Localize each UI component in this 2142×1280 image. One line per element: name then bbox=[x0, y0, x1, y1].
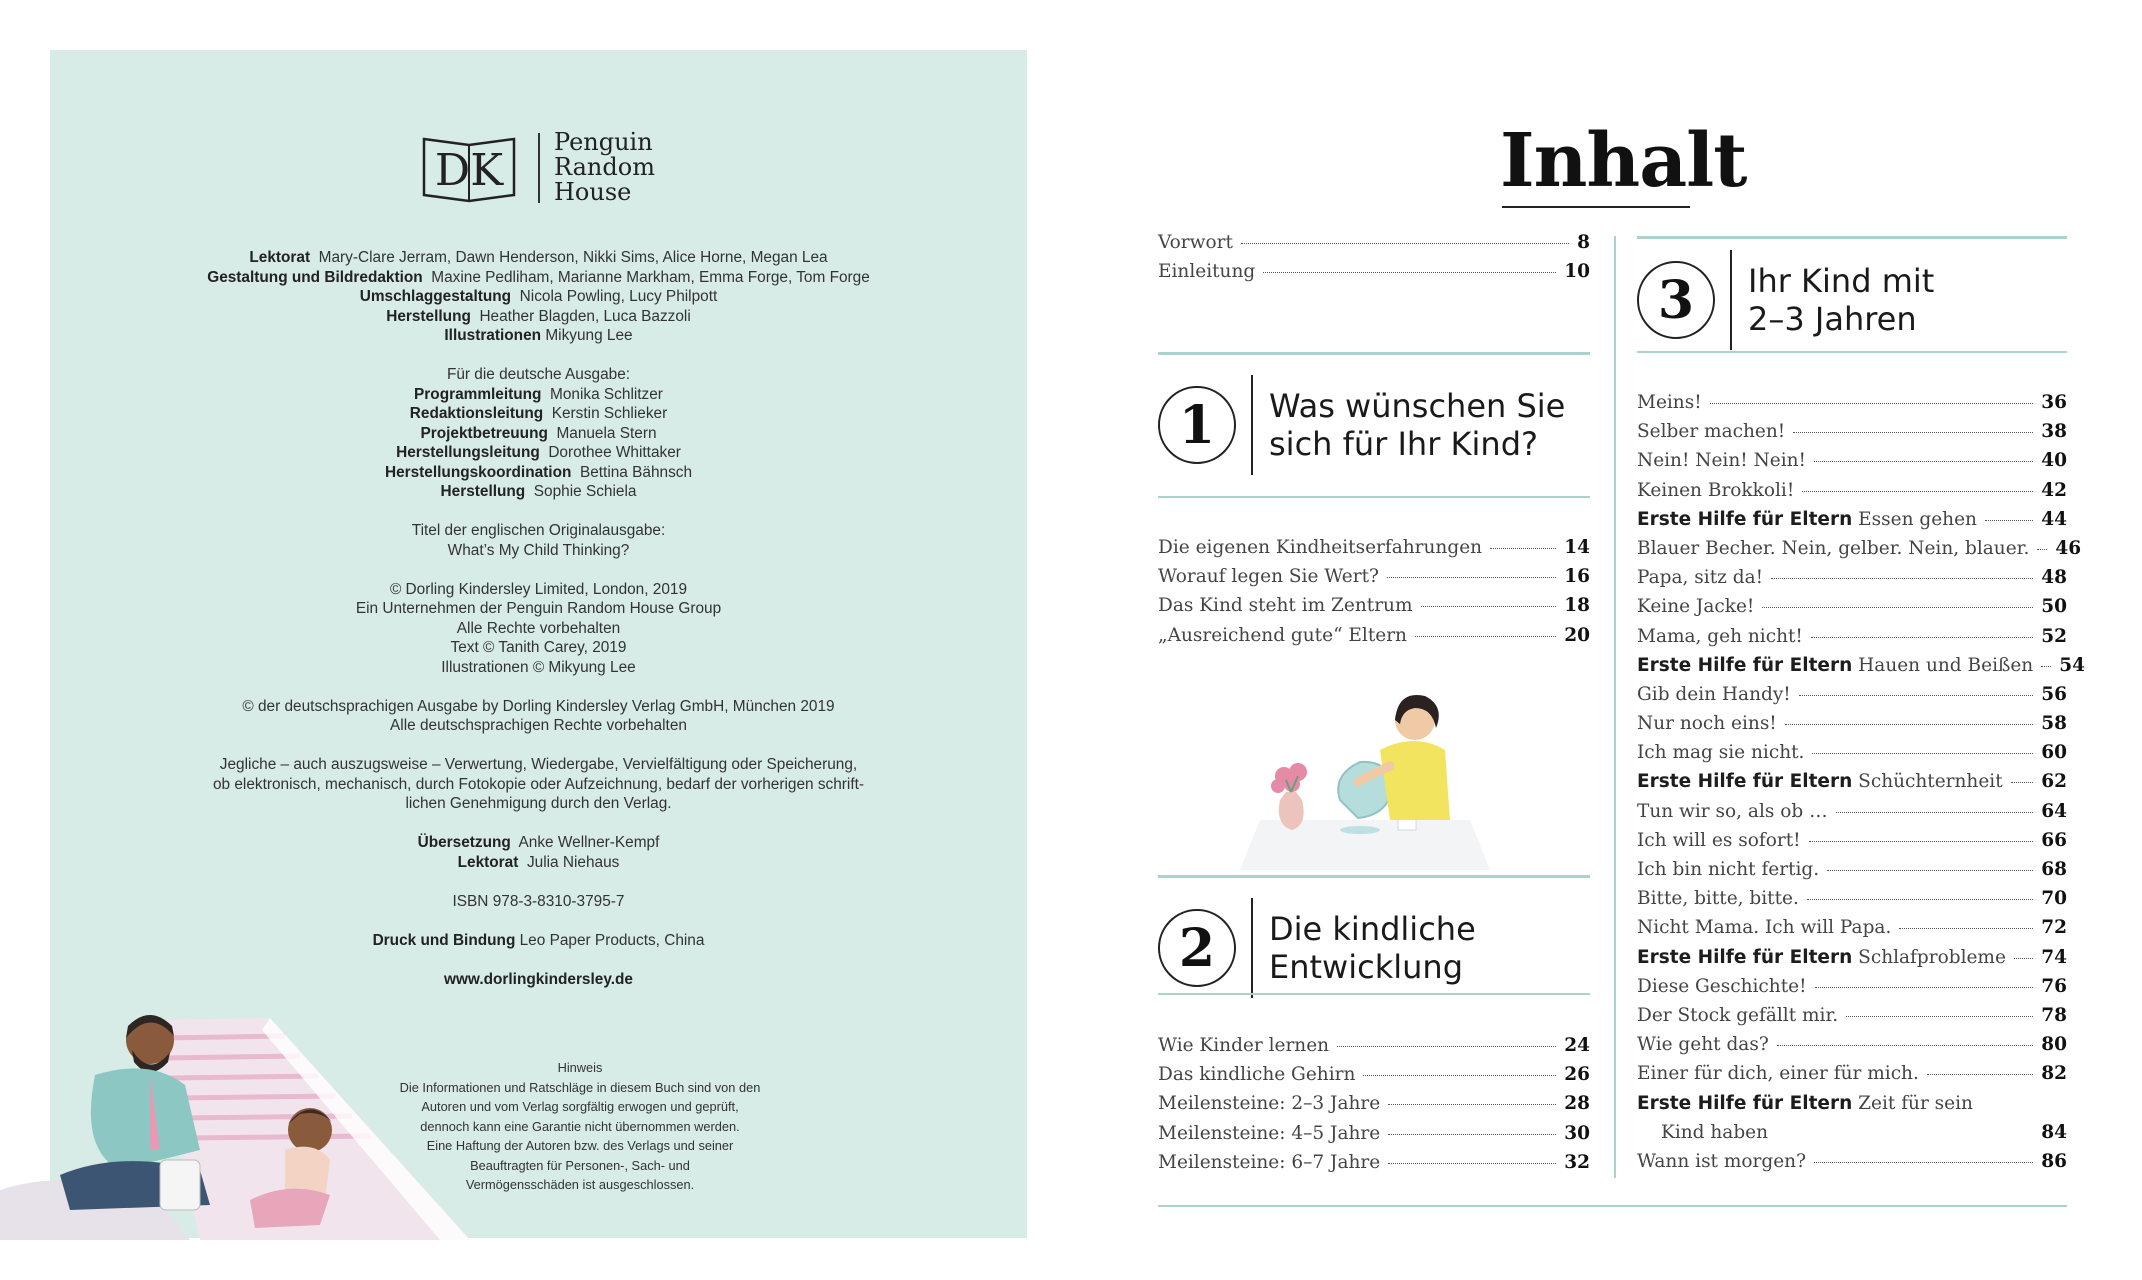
toc-entry[interactable]: Ich mag sie nicht. 60 bbox=[1637, 742, 2067, 764]
girl-pouring-water-illustration bbox=[1240, 680, 1490, 870]
contents-bottom-rule bbox=[1158, 1205, 2067, 1207]
toc-entry[interactable]: Keinen Brokkoli! 42 bbox=[1637, 479, 2067, 501]
chapter-3-header[interactable] bbox=[1637, 250, 1934, 350]
notice-line: Eine Haftung der Autoren bzw. des Verlags und seiner bbox=[426, 1138, 734, 1153]
copyright-line: Ein Unternehmen der Penguin Random House Group bbox=[355, 600, 722, 617]
toc-entry[interactable]: Worauf legen Sie Wert? 16 bbox=[1158, 566, 1590, 588]
toc-entry-first-aid[interactable]: Erste Hilfe für Eltern Essen gehen 44 bbox=[1637, 508, 2067, 530]
toc-entry[interactable]: Meilensteine: 6–7 Jahre 32 bbox=[1158, 1151, 1590, 1173]
toc-entry[interactable]: Nein! Nein! Nein! 40 bbox=[1637, 450, 2067, 472]
credit-line: Lektorat Julia Niehaus bbox=[457, 853, 620, 871]
toc-entry[interactable]: Meins! 36 bbox=[1637, 392, 2067, 413]
credit-line: Übersetzung Anke Wellner-Kempf bbox=[417, 834, 660, 851]
publisher-logo bbox=[420, 130, 655, 205]
chapter-number: 1 bbox=[1158, 386, 1236, 464]
isbn: ISBN 978-3-8310-3795-7 bbox=[452, 892, 625, 910]
notice-line: dennoch kann eine Garantie nicht übernommen werden. bbox=[420, 1118, 740, 1134]
intro-list bbox=[1158, 232, 1590, 290]
chapter-1-entries bbox=[1158, 537, 1590, 654]
toc-entry[interactable]: Selber machen! 38 bbox=[1637, 421, 2067, 443]
toc-entry-first-aid[interactable]: Erste Hilfe für Eltern Hauen und Beißen 54 bbox=[1637, 654, 2085, 676]
toc-entry[interactable]: Einer für dich, einer für mich. 82 bbox=[1637, 1063, 2067, 1085]
toc-entry[interactable]: Ich bin nicht fertig. 68 bbox=[1637, 859, 2067, 880]
toc-entry[interactable]: Bitte, bitte, bitte. 70 bbox=[1637, 888, 2067, 910]
toc-entry[interactable]: Mama, geh nicht! 52 bbox=[1637, 625, 2067, 647]
chapter-number: 2 bbox=[1158, 909, 1236, 987]
print-credit: Druck und Bindung Leo Paper Products, China bbox=[372, 931, 705, 949]
credit-line: Herstellungskoordination Bettina Bähnsch bbox=[384, 463, 693, 481]
imprint-text bbox=[110, 248, 967, 989]
publisher-name bbox=[554, 130, 655, 205]
toc-entry[interactable]: Nur noch eins! 58 bbox=[1637, 713, 2067, 735]
copyright-line: Illustrationen © Mikyung Lee bbox=[441, 658, 636, 676]
toc-entry[interactable]: Das Kind steht im Zentrum 18 bbox=[1158, 595, 1590, 617]
toc-entry[interactable]: Meilensteine: 4–5 Jahre 30 bbox=[1158, 1122, 1590, 1144]
credit-line: Illustrationen Mikyung Lee bbox=[444, 327, 633, 344]
publisher-name-line: House bbox=[554, 178, 632, 206]
credit-line: Herstellung Heather Blagden, Luca Bazzoli bbox=[386, 307, 691, 325]
rights-line: ob elektronisch, mechanisch, durch Fotokopie oder Aufzeichnung, bedarf der vorherigen schrift- bbox=[212, 775, 865, 793]
original-title-line: Titel der englischen Originalausgabe: bbox=[411, 522, 666, 539]
notice-line: Die Informationen und Ratschläge in diesem Buch sind von den bbox=[399, 1079, 761, 1095]
toc-entry[interactable]: Der Stock gefällt mir. 78 bbox=[1637, 1004, 2067, 1026]
toc-entry-first-aid[interactable]: Erste Hilfe für Eltern Schüchternheit 62 bbox=[1637, 771, 2067, 793]
toc-entry[interactable]: Keine Jacke! 50 bbox=[1637, 596, 2067, 618]
toc-entry[interactable]: Papa, sitz da! 48 bbox=[1637, 567, 2067, 589]
copyright-line: © Dorling Kindersley Limited, London, 2019 bbox=[389, 580, 688, 598]
chapter-divider bbox=[1730, 250, 1732, 350]
notice-line: Autoren und vom Verlag sorgfältig erwogen und geprüft, bbox=[421, 1099, 739, 1114]
credit-line: Gestaltung und Bildredaktion Maxine Pedliham, Marianne Markham, Emma Forge, Tom Forge bbox=[207, 268, 870, 286]
toc-entry[interactable]: Nicht Mama. Ich will Papa. 72 bbox=[1637, 917, 2067, 939]
chapter-divider bbox=[1251, 898, 1253, 998]
toc-entry[interactable]: Tun wir so, als ob … 64 bbox=[1637, 800, 2067, 822]
credit-line: Herstellung Sophie Schiela bbox=[440, 483, 637, 500]
publisher-name-line: Penguin bbox=[554, 128, 653, 156]
credit-line: Herstellungsleitung Dorothee Whittaker bbox=[396, 444, 681, 461]
toc-entry[interactable]: „Ausreichend gute“ Eltern 20 bbox=[1158, 624, 1590, 646]
chapter-1-top-rule bbox=[1158, 352, 1590, 355]
toc-entry[interactable]: Wie geht das? 80 bbox=[1637, 1034, 2067, 1056]
chapter-number: 3 bbox=[1637, 261, 1715, 339]
svg-text:DK: DK bbox=[434, 144, 504, 196]
chapter-title: Ihr Kind mit 2–3 Jahren bbox=[1748, 262, 1935, 338]
toc-entry-continuation[interactable]: Kind haben 84 bbox=[1661, 1121, 2067, 1143]
chapter-3-entries bbox=[1637, 392, 2085, 1180]
toc-entry[interactable]: Blauer Becher. Nein, gelber. Nein, blauer. 46 bbox=[1637, 537, 2082, 559]
title-underline bbox=[1502, 206, 1690, 208]
rights-line: Jegliche – auch auszugsweise – Verwertung, Wiedergabe, Vervielfältigung oder Speicherung, bbox=[219, 756, 858, 773]
toc-entry-first-aid[interactable]: Erste Hilfe für Eltern Zeit für sein bbox=[1637, 1092, 1973, 1114]
credit-line: Projektbetreuung Manuela Stern bbox=[420, 424, 657, 442]
chapter-1-bottom-rule bbox=[1158, 496, 1590, 498]
chapter-2-entries bbox=[1158, 1035, 1590, 1181]
credit-line: Umschlaggestaltung Nicola Powling, Lucy Philpott bbox=[359, 288, 718, 305]
credit-line: Lektorat Mary-Clare Jerram, Dawn Henderson, Nikki Sims, Alice Horne, Megan Lea bbox=[249, 249, 828, 266]
original-title-line: What’s My Child Thinking? bbox=[447, 541, 630, 559]
dk-book-logo-icon bbox=[420, 133, 518, 203]
de-copyright-line: Alle deutschsprachigen Rechte vorbehalten bbox=[390, 717, 687, 734]
notice-line: Hinweis bbox=[557, 1060, 603, 1075]
credit-line: Programmleitung Monika Schlitzer bbox=[414, 385, 663, 403]
notice-line: Vermögensschäden ist ausgeschlossen. bbox=[465, 1177, 695, 1192]
website: www.dorlingkindersley.de bbox=[443, 970, 633, 988]
toc-entry[interactable]: Wie Kinder lernen 24 bbox=[1158, 1035, 1590, 1056]
publisher-name-line: Random bbox=[554, 153, 655, 181]
copyright-line: Text © Tanith Carey, 2019 bbox=[450, 639, 627, 656]
chapter-3-top-rule bbox=[1637, 236, 2067, 239]
de-copyright-line: © der deutschsprachigen Ausgabe by Dorling Kindersley Verlag GmbH, München 2019 bbox=[242, 697, 835, 715]
toc-entry[interactable]: Das kindliche Gehirn 26 bbox=[1158, 1064, 1590, 1086]
toc-entry[interactable]: Einleitung 10 bbox=[1158, 261, 1590, 283]
toc-entry[interactable]: Vorwort 8 bbox=[1158, 232, 1590, 253]
rights-line: lichen Genehmigung durch den Verlag. bbox=[405, 795, 672, 812]
toc-entry-first-aid[interactable]: Erste Hilfe für Eltern Schlafprobleme 74 bbox=[1637, 946, 2067, 968]
toc-entry[interactable]: Ich will es sofort! 66 bbox=[1637, 829, 2067, 851]
chapter-title: Die kindliche Entwicklung bbox=[1269, 910, 1476, 986]
chapter-3-bottom-rule bbox=[1637, 351, 2067, 353]
father-and-child-illustration bbox=[0, 1000, 470, 1240]
toc-entry[interactable]: Gib dein Handy! 56 bbox=[1637, 683, 2067, 705]
toc-entry[interactable]: Die eigenen Kindheitserfahrungen 14 bbox=[1158, 537, 1590, 558]
chapter-2-header[interactable] bbox=[1158, 898, 1476, 998]
chapter-1-header[interactable] bbox=[1158, 375, 1565, 475]
column-separator bbox=[1614, 236, 1616, 1178]
toc-entry[interactable]: Diese Geschichte! 76 bbox=[1637, 975, 2067, 997]
copyright-line: Alle Rechte vorbehalten bbox=[456, 619, 621, 637]
credit-line: Redaktionsleitung Kerstin Schlieker bbox=[409, 405, 668, 422]
chapter-2-bottom-rule bbox=[1158, 993, 1590, 995]
chapter-divider bbox=[1251, 375, 1253, 475]
chapter-title: Was wünschen Sie sich für Ihr Kind? bbox=[1269, 387, 1566, 463]
german-edition-heading: Für die deutsche Ausgabe: bbox=[446, 366, 631, 383]
chapter-2-top-rule bbox=[1158, 875, 1590, 878]
notice-line: Beauftragten für Personen-, Sach- und bbox=[470, 1157, 690, 1173]
toc-entry[interactable]: Wann ist morgen? 86 bbox=[1637, 1150, 2067, 1172]
toc-entry[interactable]: Meilensteine: 2–3 Jahre 28 bbox=[1158, 1093, 1590, 1115]
contents-title: Inhalt bbox=[1500, 118, 1747, 204]
logo-divider bbox=[538, 133, 540, 203]
